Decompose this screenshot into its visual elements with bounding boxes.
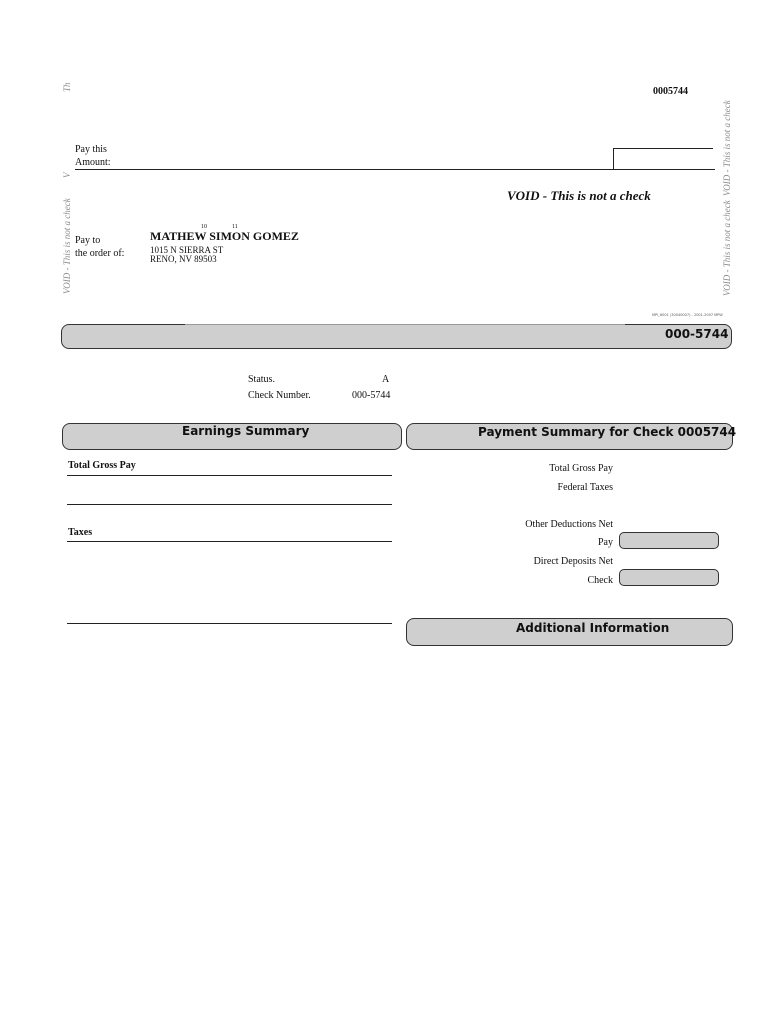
- right-vertical-void-text-2: VOID - This is not a check: [722, 200, 732, 296]
- check-number-label: Check Number.: [248, 390, 311, 401]
- taxes-label: Taxes: [68, 527, 93, 538]
- earnings-line-3: [67, 541, 392, 542]
- pay-this-label: Pay this: [75, 144, 107, 155]
- payee-marker-1: 10: [201, 224, 207, 230]
- net-check-value-box: [619, 569, 719, 586]
- earnings-line-1: [67, 475, 392, 476]
- total-gross-pay-label: Total Gross Pay: [68, 460, 136, 471]
- earnings-line-4: [67, 623, 392, 624]
- payee-address-line2: RENO, NV 89503: [150, 254, 217, 264]
- right-vertical-void-text-1: VOID - This is not a check: [722, 100, 732, 196]
- payee-name: MATHEW SIMON GOMEZ: [150, 229, 299, 243]
- pay-to-label: Pay to: [75, 235, 101, 246]
- payment-federal-taxes: Federal Taxes: [557, 482, 613, 493]
- payment-summary-title: Payment Summary for Check 0005744: [478, 425, 737, 439]
- status-label: Status.: [248, 374, 275, 385]
- earnings-summary-title: Earnings Summary: [182, 424, 310, 438]
- net-pay-value-box: [619, 532, 719, 549]
- status-value: A: [382, 374, 390, 385]
- left-vertical-text-top: Th: [62, 82, 72, 92]
- stub-header-inner-line: [185, 324, 625, 325]
- amount-box: [613, 148, 713, 169]
- direct-deposits-label: Direct Deposits Net: [533, 556, 613, 567]
- amount-label: Amount:: [75, 157, 111, 168]
- order-of-label: the order of:: [75, 248, 125, 259]
- check-number-top: 0005744: [653, 86, 688, 97]
- payee-marker-2: 11: [232, 224, 238, 230]
- amount-line: [75, 169, 715, 170]
- earnings-line-2: [67, 504, 392, 505]
- payment-total-gross-pay: Total Gross Pay: [549, 463, 613, 474]
- left-vertical-text-mid: V: [62, 172, 72, 178]
- stub-header-bar: [61, 324, 732, 349]
- net-check-label: Check: [587, 575, 613, 586]
- void-notice: VOID - This is not a check: [507, 188, 651, 203]
- micr-code: MPI_6001 (30040007) - 2001-2007 MPW: [652, 313, 723, 317]
- check-number-value: 000-5744: [352, 390, 391, 401]
- additional-information-title: Additional Information: [516, 621, 670, 635]
- payee-address-line1: 1015 N SIERRA ST: [150, 245, 224, 255]
- left-vertical-void-text: VOID - This is not a check: [62, 198, 72, 294]
- net-pay-label: Pay: [598, 537, 613, 548]
- other-deductions-label: Other Deductions Net: [525, 519, 613, 530]
- stub-header-number: 000-5744: [665, 327, 729, 341]
